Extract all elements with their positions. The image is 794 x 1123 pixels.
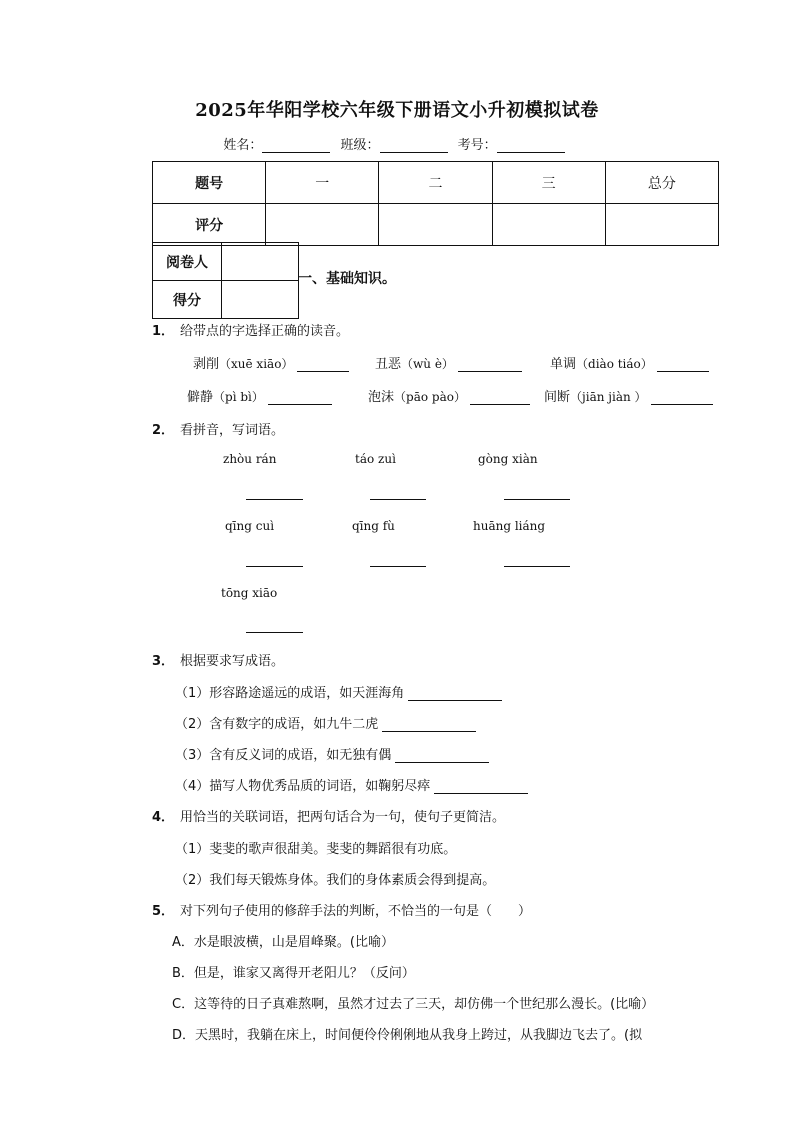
pinyin-prompt: qīng cuì — [225, 519, 275, 533]
q5-option-b[interactable]: B．但是，谁家又离得开老阳儿？（反问） — [172, 966, 415, 981]
answer-blank[interactable] — [408, 686, 502, 701]
score-cell[interactable] — [605, 204, 718, 246]
q1-item: 丑恶（wù è） — [375, 353, 522, 372]
word-blank[interactable] — [246, 499, 303, 500]
score-header-cell: 题号 — [153, 162, 266, 204]
grader-score-cell[interactable] — [222, 281, 299, 319]
word-blank[interactable] — [246, 566, 303, 567]
answer-blank[interactable] — [395, 748, 489, 763]
answer-blank[interactable] — [434, 779, 528, 794]
question-text: 对下列句子使用的修辞手法的判断，不恰当的一句是（ ） — [180, 904, 532, 919]
pinyin-prompt: qīng fù — [352, 519, 395, 533]
question-number: 1． — [152, 324, 175, 339]
reviewer-label: 阅卷人 — [153, 243, 222, 281]
class-field[interactable] — [380, 138, 448, 153]
q5-option-c[interactable]: C．这等待的日子真难熬啊，虽然才过去了三天，却仿佛一个世纪那么漫长。(比喻） — [172, 997, 655, 1012]
score-row-label: 评分 — [153, 204, 266, 246]
class-label: 班级： — [340, 138, 380, 153]
answer-blank[interactable] — [297, 357, 349, 372]
score-cell[interactable] — [379, 204, 492, 246]
question-text: 用恰当的关联词语，把两句话合为一句，使句子更简洁。 — [180, 810, 506, 825]
answer-blank[interactable] — [458, 357, 522, 372]
grader-table — [152, 242, 299, 319]
q5-option-d[interactable]: D．天黑时，我躺在床上，时间便伶伶俐俐地从我身上跨过，从我脚边飞去了。(拟 — [172, 1028, 643, 1043]
section-heading: 一、基础知识。 — [298, 271, 396, 287]
answer-blank[interactable] — [268, 390, 332, 405]
pinyin-prompt: gòng xiàn — [478, 452, 538, 466]
answer-blank[interactable] — [651, 390, 713, 405]
pinyin-prompt: táo zuì — [355, 452, 396, 466]
q3-item: （2）含有数字的成语，如九牛二虎 — [175, 713, 476, 732]
question-number: 5． — [152, 904, 175, 919]
grader-score-label: 得分 — [153, 281, 222, 319]
name-label: 姓名： — [223, 138, 263, 153]
pinyin-prompt: tōng xiāo — [221, 586, 278, 600]
pinyin-prompt: huāng liáng — [473, 519, 546, 533]
question-number: 4． — [152, 810, 175, 825]
question-3 — [152, 650, 284, 669]
q1-item: 僻静（pì bì） — [187, 386, 332, 405]
question-number: 3． — [152, 654, 175, 669]
pinyin-prompt: zhòu rán — [223, 452, 277, 466]
exam-label: 考号： — [457, 138, 497, 153]
student-info-line — [0, 134, 794, 153]
score-table-score-row — [153, 204, 719, 246]
score-cell[interactable] — [492, 204, 605, 246]
reviewer-cell[interactable] — [222, 243, 299, 281]
q1-item: 泡沫（pāo pào） — [368, 386, 530, 405]
word-blank[interactable] — [370, 499, 426, 500]
score-header-cell: 总分 — [605, 162, 718, 204]
score-header-cell: 二 — [379, 162, 492, 204]
question-text: 根据要求写成语。 — [180, 654, 285, 669]
question-text: 给带点的字选择正确的读音。 — [180, 324, 350, 339]
q5-option-a[interactable]: A．水是眼波横，山是眉峰聚。(比喻） — [172, 935, 394, 950]
word-blank[interactable] — [370, 566, 426, 567]
question-1 — [152, 320, 349, 339]
question-2 — [152, 419, 284, 438]
question-text: 看拼音，写词语。 — [180, 423, 285, 438]
q3-item: （4）描写人物优秀品质的词语，如鞠躬尽瘁 — [175, 775, 528, 794]
q4-item: （1）斐斐的歌声很甜美。斐斐的舞蹈很有功底。 — [175, 842, 457, 857]
q3-item: （3）含有反义词的成语，如无独有偶 — [175, 744, 489, 763]
question-4 — [152, 806, 505, 825]
q1-item: 剥削（xuē xiāo） — [193, 353, 349, 372]
q1-item: 间断（jiān jiàn ） — [544, 386, 713, 405]
score-table-header-row — [153, 162, 719, 204]
score-table — [152, 161, 719, 246]
answer-blank[interactable] — [657, 357, 709, 372]
score-cell[interactable] — [266, 204, 379, 246]
score-header-cell: 一 — [266, 162, 379, 204]
word-blank[interactable] — [504, 499, 570, 500]
page-title: 2025年华阳学校六年级下册语文小升初模拟试卷 — [195, 100, 599, 121]
q1-item: 单调（diào tiáo） — [550, 353, 709, 372]
word-blank[interactable] — [246, 632, 303, 633]
name-field[interactable] — [262, 138, 330, 153]
score-header-cell: 三 — [492, 162, 605, 204]
question-number: 2． — [152, 423, 175, 438]
q3-item: （1）形容路途遥远的成语，如天涯海角 — [175, 682, 502, 701]
q4-item: （2）我们每天锻炼身体。我们的身体素质会得到提高。 — [175, 873, 496, 888]
question-5 — [152, 900, 531, 919]
word-blank[interactable] — [504, 566, 570, 567]
answer-blank[interactable] — [382, 717, 476, 732]
exam-number-field[interactable] — [497, 138, 565, 153]
answer-blank[interactable] — [470, 390, 530, 405]
